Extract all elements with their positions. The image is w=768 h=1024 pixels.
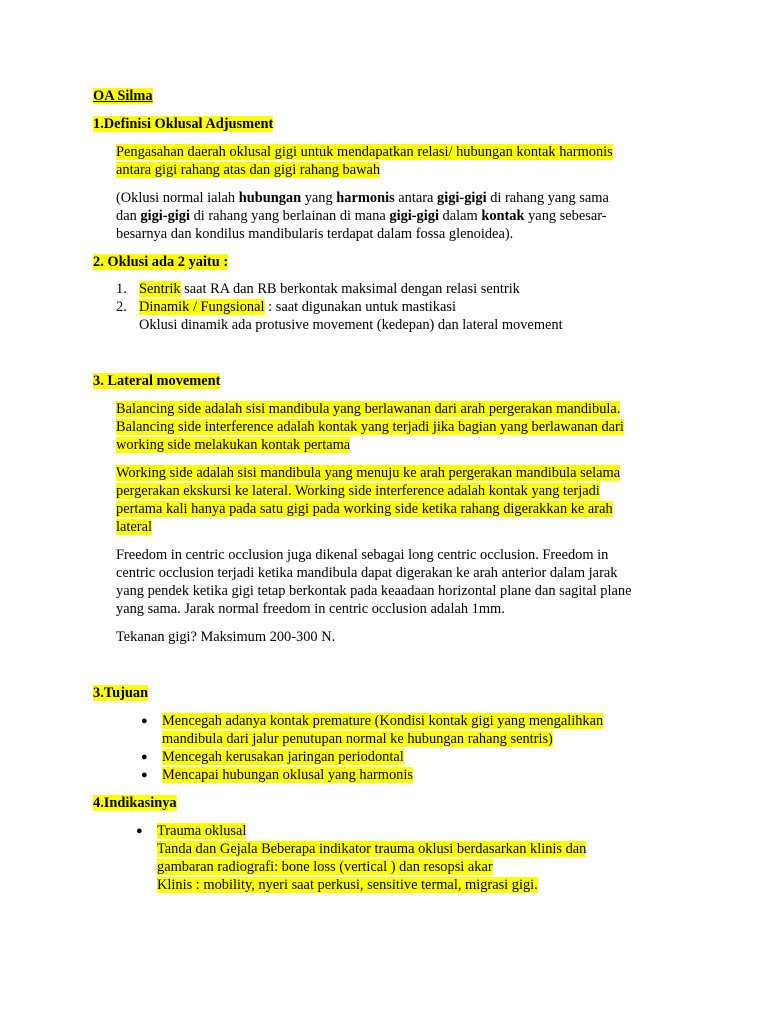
section-heading-lateral: [93, 372, 220, 390]
tekanan-line: [116, 628, 335, 646]
text-run: : saat digunakan untuk mastikasi: [264, 299, 456, 315]
text-run: Tekanan gigi? Maksimum 200-300 N.: [116, 629, 336, 645]
list-number: 1.: [116, 281, 127, 297]
heading-text: 4.Indikasinya: [93, 795, 177, 811]
text-run: pertama kali hanya pada satu gigi pada working side ketika rahang digerakkan ke arah: [116, 501, 613, 517]
list-item-continuation: [157, 840, 586, 858]
freedom-line: [116, 564, 617, 582]
list-item: [139, 298, 456, 316]
document-title: [93, 87, 153, 105]
working-line: [116, 518, 152, 536]
text-run: mandibula dari jalur penutupan normal ke hubungan rahang sentris): [162, 731, 553, 747]
heading-text: 3. Lateral movement: [93, 373, 221, 389]
definition-text: Pengasahan daerah oklusal gigi untuk mendapatkan relasi/ hubungan kontak harmonis: [116, 144, 613, 160]
highlight-run: Dinamik / Fungsional: [139, 299, 265, 315]
list-item: [162, 766, 413, 784]
text-run: antara: [394, 190, 438, 206]
list-item-continuation: [139, 316, 563, 334]
freedom-line: [116, 600, 505, 618]
bold-run: gigi-gigi: [437, 190, 487, 206]
heading-text: 2. Oklusi ada 2 yaitu :: [93, 254, 229, 270]
freedom-line: [116, 582, 631, 600]
list-item: [139, 280, 520, 298]
text-run: yang: [301, 190, 337, 206]
text-run: Mencegah adanya kontak premature (Kondisi kontak gigi yang mengalihkan: [162, 713, 604, 729]
definition-line: [116, 161, 380, 179]
bold-run: kontak: [481, 208, 525, 224]
highlight-run: Sentrik: [139, 281, 181, 297]
text-run: saat RA dan RB berkontak maksimal dengan relasi sentrik: [180, 281, 520, 297]
text-run: besarnya dan kondilus mandibularis terdapat dalam fossa glenoidea).: [116, 226, 514, 242]
list-item: [162, 712, 603, 730]
text-run: Klinis : mobility, nyeri saat perkusi, sensitive termal, migrasi gigi.: [157, 877, 538, 893]
text-run: di rahang yang sama: [486, 190, 609, 206]
text-run: gambaran radiografi: bone loss (vertical ) dan resopsi akar: [157, 859, 493, 875]
text-run: di rahang yang berlainan di mana: [189, 208, 390, 224]
text-run: (Oklusi normal ialah: [116, 190, 239, 206]
text-run: Mencapai hubungan oklusal yang harmonis: [162, 767, 413, 783]
text-run: Trauma oklusal: [157, 823, 247, 839]
list-item: [157, 822, 246, 840]
text-run: Working side adalah sisi mandibula yang menuju ke arah pergerakan mandibula selama: [116, 465, 621, 481]
paragraph-line: [116, 225, 513, 243]
document-title-text: OA Silma: [93, 88, 153, 104]
bullet-icon: ●: [141, 751, 148, 763]
bold-run: harmonis: [336, 190, 395, 206]
bold-run: hubungan: [238, 190, 302, 206]
text-run: yang pendek ketika gigi tetap berkontak pada keaadaan horizontal plane dan sagital plane: [116, 583, 632, 599]
heading-text: 3.Tujuan: [93, 685, 149, 701]
bold-run: gigi-gigi: [140, 208, 190, 224]
text-run: Oklusi dinamik ada protusive movement (kedepan) dan lateral movement: [139, 317, 563, 333]
list-item: [162, 748, 404, 766]
bullet-icon: ●: [141, 715, 148, 727]
text-run: yang sebesar-: [524, 208, 607, 224]
text-run: dalam: [438, 208, 482, 224]
working-line: [116, 464, 620, 482]
text-run: Mencegah kerusakan jaringan periodontal: [162, 749, 404, 765]
balancing-line: [116, 436, 350, 454]
heading-text: 1.Definisi Oklusal Adjusment: [93, 116, 274, 132]
definition-text: antara gigi rahang atas dan gigi rahang bawah: [116, 162, 381, 178]
bullet-icon: ●: [141, 769, 148, 781]
text-run: pergerakan ekskursi ke lateral. Working side interference adalah kontak yang terjadi: [116, 483, 600, 499]
bold-run: gigi-gigi: [389, 208, 439, 224]
working-line: [116, 482, 600, 500]
definition-line: [116, 143, 613, 161]
text-run: lateral: [116, 519, 152, 535]
section-heading-definisi: [93, 115, 273, 133]
bullet-icon: ●: [136, 825, 143, 837]
section-heading-tujuan: [93, 684, 148, 702]
text-run: Freedom in centric occlusion juga dikenal sebagai long centric occlusion. Freedom in: [116, 547, 609, 563]
list-item-continuation: [157, 876, 538, 894]
list-number: 2.: [116, 299, 127, 315]
section-heading-indikasi: [93, 794, 177, 812]
text-run: Balancing side adalah sisi mandibula yang berlawanan dari arah pergerakan mandibula.: [116, 401, 621, 417]
working-line: [116, 500, 613, 518]
paragraph-line: [116, 189, 609, 207]
balancing-line: [116, 418, 624, 436]
list-item-continuation: [162, 730, 553, 748]
text-run: Tanda dan Gejala Beberapa indikator trauma oklusi berdasarkan klinis dan: [157, 841, 587, 857]
text-run: yang sama. Jarak normal freedom in centric occlusion adalah 1mm.: [116, 601, 505, 617]
balancing-line: [116, 400, 620, 418]
list-item-continuation: [157, 858, 493, 876]
paragraph-line: [116, 207, 607, 225]
text-run: dan: [116, 208, 141, 224]
text-run: centric occlusion terjadi ketika mandibula dapat digerakan ke arah anterior dalam jarak: [116, 565, 618, 581]
text-run: working side melakukan kontak pertama: [116, 437, 351, 453]
section-heading-oklusi: [93, 253, 228, 271]
freedom-line: [116, 546, 608, 564]
text-run: Balancing side interference adalah kontak yang terjadi jika bagian yang berlawanan dari: [116, 419, 624, 435]
